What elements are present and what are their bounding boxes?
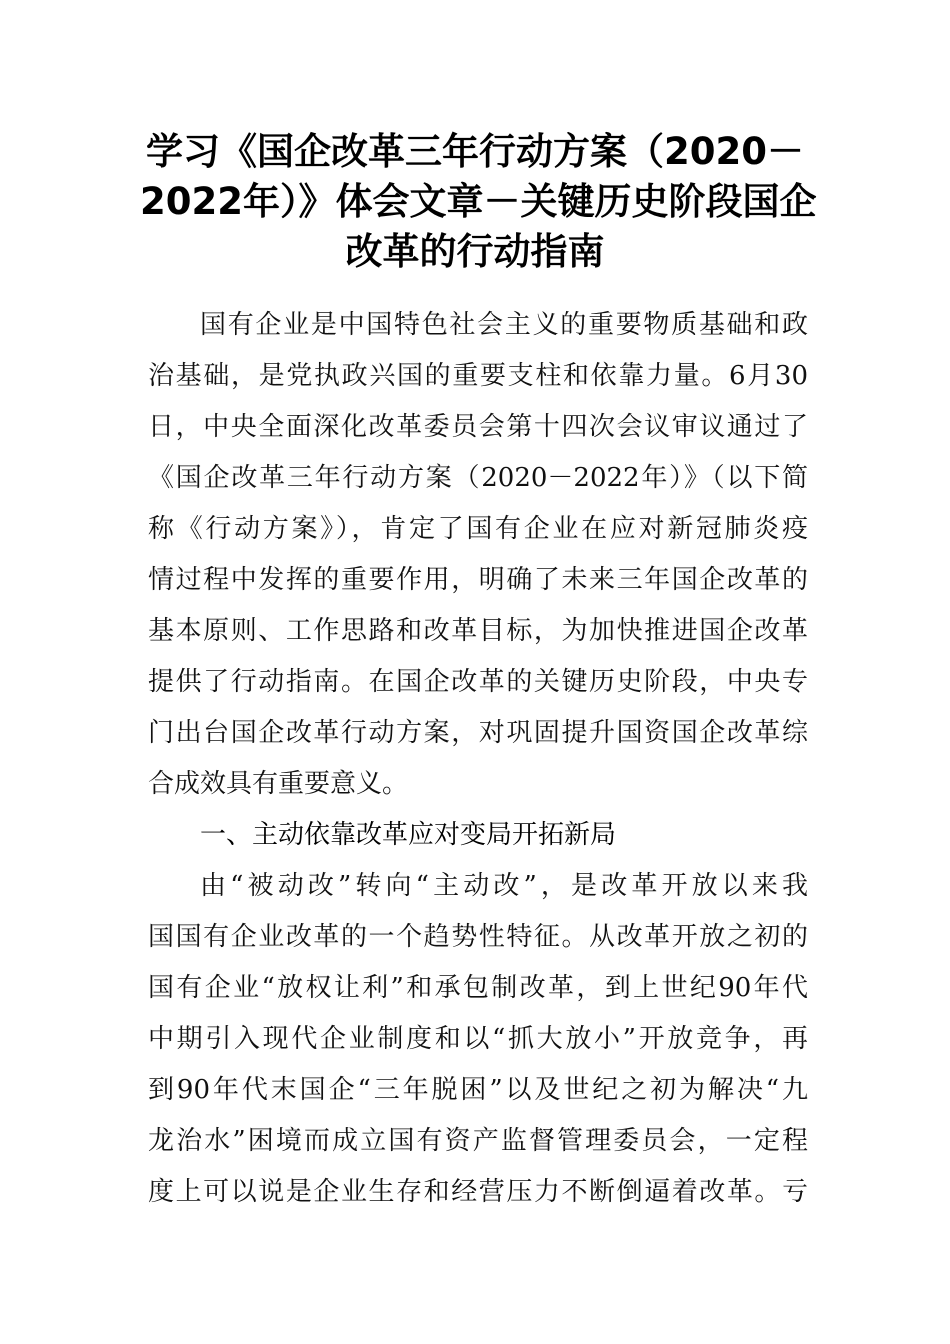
text-line: 《国企改革三年行动方案（2020－2022年）》（以下简: [148, 463, 808, 493]
document-title: [140, 127, 817, 277]
text-line: 国国有企业改革的一个趋势性特征。从改革开放之初的: [148, 922, 808, 952]
text-line: 门出台国企改革行动方案，对巩固提升国资国企改革综: [148, 718, 808, 748]
text-line: 基本原则、工作思路和改革目标，为加快推进国企改革: [148, 616, 808, 646]
section-heading: 一、主动依靠改革应对变局开拓新局: [200, 820, 617, 850]
text-line: 日，中央全面深化改革委员会第十四次会议审议通过了: [148, 412, 808, 442]
text-line: 国有企业“放权让利”和承包制改革，到上世纪90年代: [148, 973, 808, 1003]
text-line: 度上可以说是企业生存和经营压力不断倒逼着改革。亏: [148, 1177, 808, 1207]
text-line: 国有企业是中国特色社会主义的重要物质基础和政: [200, 310, 808, 340]
text-line: 龙治水”困境而成立国有资产监督管理委员会，一定程: [148, 1126, 808, 1156]
paragraph-1: [148, 300, 808, 810]
text-line: 中期引入现代企业制度和以“抓大放小”开放竞争，再: [148, 1024, 808, 1054]
text-line: 情过程中发挥的重要作用，明确了未来三年国企改革的: [148, 565, 808, 595]
text-line: 到90年代末国企“三年脱困”以及世纪之初为解决“九: [148, 1075, 808, 1105]
text-line: 称《行动方案》），肯定了国有企业在应对新冠肺炎疫: [148, 514, 808, 544]
text-line: 合成效具有重要意义。: [148, 769, 409, 799]
title-line: 2022年）》体会文章－关键历史阶段国企: [140, 180, 817, 223]
title-line: 学习《国企改革三年行动方案（2020－: [146, 130, 804, 173]
text-line: 治基础，是党执政兴国的重要支柱和依靠力量。6月30: [148, 361, 808, 391]
title-line: 改革的行动指南: [345, 230, 605, 273]
paragraph-2: [148, 861, 808, 1218]
document-body: [148, 300, 808, 1218]
text-line: 提供了行动指南。在国企改革的关键历史阶段，中央专: [148, 667, 808, 697]
text-line: 由“被动改”转向“主动改”，是改革开放以来我: [200, 871, 808, 901]
